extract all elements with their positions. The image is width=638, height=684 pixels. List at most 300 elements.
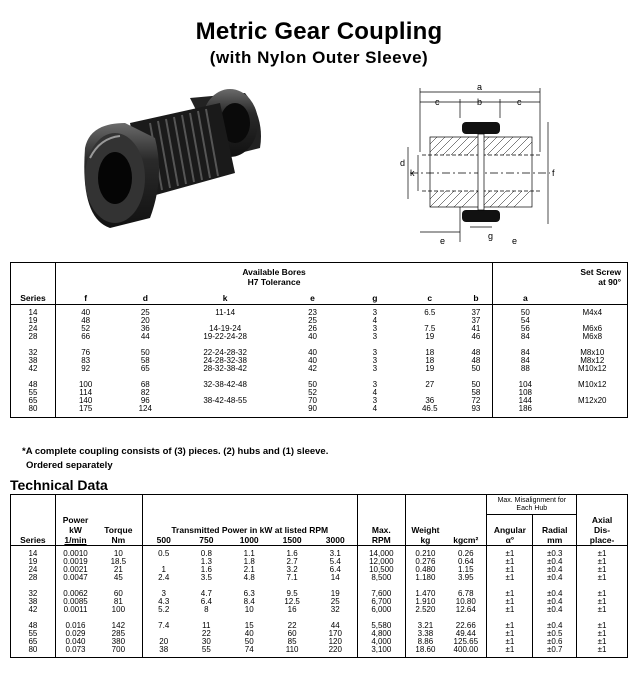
table-cell: 3 (372, 364, 378, 373)
table-cell: ±0.4 (533, 598, 577, 606)
table-cell: 46.5 (421, 404, 438, 413)
table-cell: 14 (11, 545, 56, 558)
table-cell: 3 (372, 356, 378, 365)
table-cell: 100 (95, 606, 142, 614)
dim-b: b (477, 97, 483, 107)
table-cell: 3 (372, 380, 378, 389)
table-cell: 40 (81, 308, 91, 317)
table-cell: 175 (78, 404, 93, 413)
table-row (11, 606, 628, 614)
table-cell: 19 (314, 590, 358, 598)
table-cell: 32 (11, 590, 56, 598)
table-cell: 21 (95, 566, 142, 574)
table-cell: 93 (460, 405, 493, 418)
table-cell: 3,100 (357, 646, 405, 658)
table-cell: 38 (11, 598, 56, 606)
series-label: Series (11, 535, 56, 546)
table-cell: 0.0011 (63, 604, 88, 614)
table-cell: 48 (460, 357, 493, 365)
kw-label: kW (69, 524, 82, 535)
dim-e: e (440, 236, 446, 246)
table-cell: 125.65 (445, 638, 487, 646)
nm-label: Nm (95, 535, 142, 546)
table-cell: ±1 (487, 590, 533, 598)
table-cell: 124 (138, 404, 152, 413)
table-cell: 46 (460, 333, 493, 341)
table-row (11, 630, 628, 638)
table-cell: ±1 (597, 604, 607, 614)
table-row (11, 389, 628, 397)
misalignment-header: Max. Misalignment for Each Hub (487, 495, 577, 515)
table-cell: 68 (140, 380, 150, 389)
table-cell: ±0.4 (533, 590, 577, 598)
table-cell: 0.8 (200, 548, 212, 558)
table-cell: 48 (460, 349, 493, 357)
table-cell: 41 (460, 325, 493, 333)
table-cell: 74 (244, 644, 254, 654)
note-ordered-separately: Ordered separately (26, 460, 113, 471)
table-cell: 1.180 (415, 572, 436, 582)
table-cell: 52 (81, 324, 91, 333)
table-cell: 96 (140, 396, 150, 405)
table-cell: 3 (372, 348, 378, 357)
table-cell: M6x8 (582, 332, 603, 341)
torque-label: Torque (95, 525, 142, 535)
table-cell: 110 (285, 644, 299, 654)
table-cell: 88 (520, 364, 530, 373)
table-cell: ±1 (597, 636, 607, 646)
table-cell: 3 (372, 396, 378, 405)
table-row (11, 590, 628, 598)
table-cell: 7.1 (286, 572, 298, 582)
table-cell: 54 (520, 316, 530, 325)
table-cell: 140 (78, 396, 93, 405)
table-row (11, 349, 628, 357)
dim-d: d (400, 158, 406, 168)
table-cell: 3.5 (200, 572, 212, 582)
table-row (11, 622, 628, 630)
mm-label: mm (533, 535, 577, 546)
table-cell: M8x10 (580, 348, 605, 357)
table-cell: 58 (460, 389, 493, 397)
transmitted-label: Transmitted Power in kW at listed RPM (142, 525, 357, 535)
table-cell: 6.4 (314, 566, 358, 574)
table-cell: 14,000 (357, 545, 405, 558)
table-cell: 3.21 (417, 620, 434, 630)
table-cell: 108 (518, 388, 533, 397)
table-cell: 12.5 (284, 596, 300, 606)
table-cell: 4 (372, 404, 378, 413)
table-cell: 37 (460, 305, 493, 318)
table-cell: 28 (11, 333, 56, 341)
table-cell: 0.073 (65, 644, 86, 654)
table-cell: 76 (81, 348, 91, 357)
table-cell: 80 (11, 646, 56, 658)
table-cell: 20 (140, 316, 150, 325)
available-bores-label: Available Bores (242, 267, 306, 277)
table-cell: 3.38 (417, 628, 434, 638)
table-row (11, 365, 628, 373)
page-subtitle: (with Nylon Outer Sleeve) (209, 48, 429, 67)
set-screw-header (493, 263, 628, 291)
table-cell: 700 (95, 646, 142, 658)
col-screw (558, 291, 628, 305)
table-cell: 170 (314, 630, 358, 638)
table-cell: 6.4 (200, 596, 212, 606)
table-cell: 220 (314, 646, 358, 658)
table-cell: 19 (425, 364, 435, 373)
table-row (11, 333, 628, 341)
table-cell: 20 (159, 636, 169, 646)
table-cell: 25 (140, 308, 150, 317)
table-cell: ±1 (487, 566, 533, 574)
table-cell: 2.7 (286, 556, 298, 566)
table-row (11, 638, 628, 646)
table-cell: 4.8 (243, 572, 255, 582)
table-cell: 24 (11, 566, 56, 574)
table-cell: 7.5 (424, 324, 436, 333)
table-cell: 1.8 (243, 556, 255, 566)
table-cell: 4,000 (357, 638, 405, 646)
table-row (11, 305, 628, 318)
table-cell: ±0.7 (533, 646, 577, 658)
axial-label: Axial (591, 514, 613, 525)
table-cell: 1.1 (243, 548, 255, 558)
table-cell: 19 (425, 332, 435, 341)
table-cell: 1.910 (415, 596, 436, 606)
rpm-1500: 1500 (271, 535, 314, 546)
table-row (11, 317, 628, 325)
table-cell: 84 (520, 356, 530, 365)
table-cell: 40 (308, 332, 317, 341)
table-cell: 5,580 (357, 622, 405, 630)
weight-label: Weight (411, 524, 440, 535)
table-cell: 60 (287, 628, 297, 638)
table-cell: 27 (425, 380, 435, 389)
table-cell: 18 (425, 348, 435, 357)
table-cell: 8.4 (243, 596, 255, 606)
table-cell: 18.60 (415, 644, 436, 654)
table-cell: ±0.6 (533, 638, 577, 646)
rpm-750: 750 (185, 535, 228, 546)
table-cell: 55 (11, 630, 56, 638)
note-complete-coupling: *A complete coupling consists of (3) pieces. (2) hubs and (1) sleeve. (22, 446, 329, 457)
table-cell: 0.0062 (63, 588, 88, 598)
table-cell: 37 (460, 317, 493, 325)
table-cell: 186 (518, 404, 533, 413)
table-cell: ±0.4 (533, 566, 577, 574)
table-cell: 65 (11, 397, 56, 405)
table-cell: 4 (372, 388, 378, 397)
table-cell: 12,000 (357, 558, 405, 566)
table-cell: 3.1 (314, 545, 358, 558)
table-cell: M10x12 (578, 364, 607, 373)
table-cell: 42 (11, 365, 56, 373)
table-cell: 38-42-48-55 (203, 396, 247, 405)
col-d: d (115, 291, 175, 305)
table-cell: ±1 (597, 620, 607, 630)
table-cell: 70 (308, 396, 317, 405)
available-bores-header (55, 263, 492, 291)
table-row (11, 381, 628, 389)
technical-table (10, 494, 628, 658)
kg-label: kg (405, 535, 445, 546)
table-cell: 0.0047 (63, 572, 88, 582)
table-cell: 2.520 (415, 604, 436, 614)
table-cell: ±0.5 (533, 630, 577, 638)
table-cell: 16 (287, 604, 297, 614)
table-cell: 24-28-32-38 (203, 356, 247, 365)
rpm-500: 500 (142, 535, 185, 546)
table-cell: 15 (244, 620, 254, 630)
table-cell: 36 (425, 396, 435, 405)
table-cell: 42 (308, 364, 317, 373)
table-cell: 2.1 (243, 564, 255, 574)
table-cell: ±1 (487, 598, 533, 606)
table-cell: ±0.4 (533, 558, 577, 566)
table-cell: 60 (95, 590, 142, 598)
table-cell: ±1 (597, 572, 607, 582)
table-cell: 1.470 (415, 588, 436, 598)
dim-g: g (488, 231, 494, 241)
table-cell: 24 (11, 325, 56, 333)
coupling-photo (70, 78, 270, 238)
angular-label: Angular (487, 525, 533, 535)
per-min-label: 1/min (55, 535, 95, 546)
at90-label: at 90° (598, 277, 621, 287)
table-cell: 5.4 (314, 558, 358, 566)
table-cell: 144 (518, 396, 533, 405)
radial-label: Radial (533, 525, 577, 535)
table-cell: ±1 (487, 545, 533, 558)
table-cell: 3 (161, 588, 166, 598)
table-cell: 8,500 (357, 574, 405, 582)
table-cell: ±1 (597, 556, 607, 566)
page-title: Metric Gear Coupling (195, 18, 443, 45)
table-cell: 3.2 (286, 564, 298, 574)
table-cell: 4,800 (357, 630, 405, 638)
table-cell: 65 (11, 638, 56, 646)
table-row (11, 397, 628, 405)
table-cell: 85 (287, 636, 297, 646)
table-cell: 30 (201, 636, 211, 646)
table-cell: 1.6 (286, 548, 298, 558)
table-cell: 3 (372, 324, 378, 333)
table-cell: M6x6 (582, 324, 603, 333)
bores-table (10, 262, 628, 418)
table-cell: 40 (308, 356, 317, 365)
table-cell: 11-14 (215, 308, 236, 317)
table-cell: 120 (314, 638, 358, 646)
table-cell: ±1 (487, 638, 533, 646)
table-cell: 14 (11, 305, 56, 318)
table-cell: 44 (314, 622, 358, 630)
table-cell: 38 (11, 357, 56, 365)
table-cell: 0.26 (445, 545, 487, 558)
table-cell: 0.040 (65, 636, 86, 646)
table-cell: 8.86 (417, 636, 434, 646)
table-cell: 19-22-24-28 (203, 332, 247, 341)
dim-f: f (552, 168, 555, 178)
col-e: e (275, 291, 350, 305)
table-cell: 28-32-38-42 (203, 364, 247, 373)
table-cell: 49.44 (445, 630, 487, 638)
table-cell: 50 (520, 308, 530, 317)
table-row (11, 545, 628, 558)
table-cell: 1.15 (445, 566, 487, 574)
table-cell: 81 (95, 598, 142, 606)
table-cell: 22 (287, 620, 297, 630)
table-cell: 114 (79, 388, 93, 397)
table-cell: 82 (140, 388, 150, 397)
table-cell: 6,700 (357, 598, 405, 606)
table-cell: ±0.4 (533, 622, 577, 630)
coupling-drawing (380, 82, 570, 257)
rpm-3000: 3000 (314, 535, 358, 546)
col-a: a (493, 291, 558, 305)
table-cell: 4.3 (158, 596, 170, 606)
table-cell: 52 (308, 388, 317, 397)
table-cell: 6.78 (445, 590, 487, 598)
table-cell: ±0.4 (533, 574, 577, 582)
technical-data-heading: Technical Data (10, 477, 108, 493)
table-row (11, 357, 628, 365)
table-cell: 22-24-28-32 (203, 348, 247, 357)
table-cell: 3 (372, 332, 378, 341)
max-label: Max. (357, 525, 405, 535)
table-cell: 1 (161, 564, 166, 574)
table-cell: 56 (520, 324, 530, 333)
place-label: place- (577, 535, 628, 546)
table-cell: 44 (140, 332, 150, 341)
table-cell: 48 (11, 381, 56, 389)
table-cell: ±1 (487, 622, 533, 630)
col-c: c (400, 291, 460, 305)
table-cell: ±1 (487, 574, 533, 582)
table-cell: 18.5 (95, 558, 142, 566)
table-cell: 65 (140, 364, 150, 373)
table-cell (175, 405, 275, 418)
table-cell: 142 (95, 622, 142, 630)
table-cell: 32 (314, 606, 358, 614)
table-cell: 2.4 (158, 572, 170, 582)
table-cell: 14 (314, 574, 358, 582)
table-cell: ±1 (597, 548, 607, 558)
table-cell: 285 (95, 630, 142, 638)
table-row (11, 646, 628, 658)
table-cell: 84 (520, 332, 530, 341)
table-cell: 19 (11, 317, 56, 325)
table-cell: 32 (11, 349, 56, 357)
table-cell: 6,000 (357, 606, 405, 614)
table-cell: 25 (308, 316, 317, 325)
table-cell: 10 (95, 545, 142, 558)
col-f: f (55, 291, 115, 305)
rpm-unit-label: RPM (357, 535, 405, 546)
table-cell: 6.3 (243, 588, 255, 598)
table-cell: ±1 (597, 628, 607, 638)
table-cell: ±1 (487, 630, 533, 638)
table-cell: 10 (244, 604, 254, 614)
rpm-1000: 1000 (228, 535, 271, 546)
table-cell: 8 (204, 604, 209, 614)
table-cell: 66 (81, 332, 91, 341)
table-cell: 18 (425, 356, 435, 365)
table-cell: 0.0010 (63, 548, 88, 558)
table-cell: 50 (460, 365, 493, 373)
table-cell: 14-19-24 (209, 324, 242, 333)
table-cell: 11 (202, 620, 211, 630)
table-cell: 0.016 (65, 620, 86, 630)
table-cell: 22 (201, 628, 211, 638)
table-cell: 104 (518, 380, 533, 389)
table-cell: ±1 (597, 564, 607, 574)
table-cell: 25 (314, 598, 358, 606)
table-cell: 0.5 (158, 548, 170, 558)
table-cell: ±1 (597, 644, 607, 654)
table-cell: 55 (11, 389, 56, 397)
table-cell: 0.276 (415, 556, 436, 566)
table-row (11, 325, 628, 333)
table-cell: ±0.3 (533, 545, 577, 558)
table-cell: 32-38-42-48 (203, 380, 247, 389)
table-cell: M4x4 (582, 308, 603, 317)
table-cell: 0.0021 (63, 564, 88, 574)
table-cell: M8x12 (580, 356, 605, 365)
table-row (11, 566, 628, 574)
table-cell: 4.7 (200, 588, 212, 598)
table-cell: ±1 (487, 646, 533, 658)
set-screw-label: Set Screw (580, 267, 621, 277)
table-cell: 4 (372, 316, 378, 325)
table-cell: 72 (460, 397, 493, 405)
table-cell: 12.64 (445, 606, 487, 614)
table-cell: 38 (159, 644, 169, 654)
table-cell: ±1 (487, 606, 533, 614)
table-cell: 28 (11, 574, 56, 582)
table-cell: 58 (140, 356, 150, 365)
table-cell: ±0.4 (533, 606, 577, 614)
table-row (11, 598, 628, 606)
table-cell: 1.6 (200, 564, 212, 574)
col-b: b (460, 291, 493, 305)
table-cell: 10.80 (445, 598, 487, 606)
table-cell: 22.66 (445, 622, 487, 630)
table-cell: 50 (140, 348, 150, 357)
dim-c-right: c (517, 97, 522, 107)
table-cell: 50 (308, 380, 317, 389)
table-cell: 7,600 (357, 590, 405, 598)
col-g: g (350, 291, 400, 305)
table-cell: 83 (81, 356, 91, 365)
table-cell: 5.2 (158, 604, 170, 614)
table-cell: 0.480 (415, 564, 436, 574)
table-row (11, 558, 628, 566)
dim-k: k (410, 168, 415, 178)
table-cell: 0.0085 (63, 596, 88, 606)
col-k: k (175, 291, 275, 305)
table-cell: 50 (460, 381, 493, 389)
table-cell: 0.029 (65, 628, 86, 638)
table-row (11, 405, 628, 418)
table-cell: 0.64 (445, 558, 487, 566)
dim-a: a (477, 82, 483, 92)
kgcm2-label: kgcm² (445, 535, 487, 546)
table-cell: 92 (81, 364, 91, 373)
table-cell: 48 (81, 316, 91, 325)
table-cell: 100 (78, 380, 93, 389)
table-cell: 19 (11, 558, 56, 566)
